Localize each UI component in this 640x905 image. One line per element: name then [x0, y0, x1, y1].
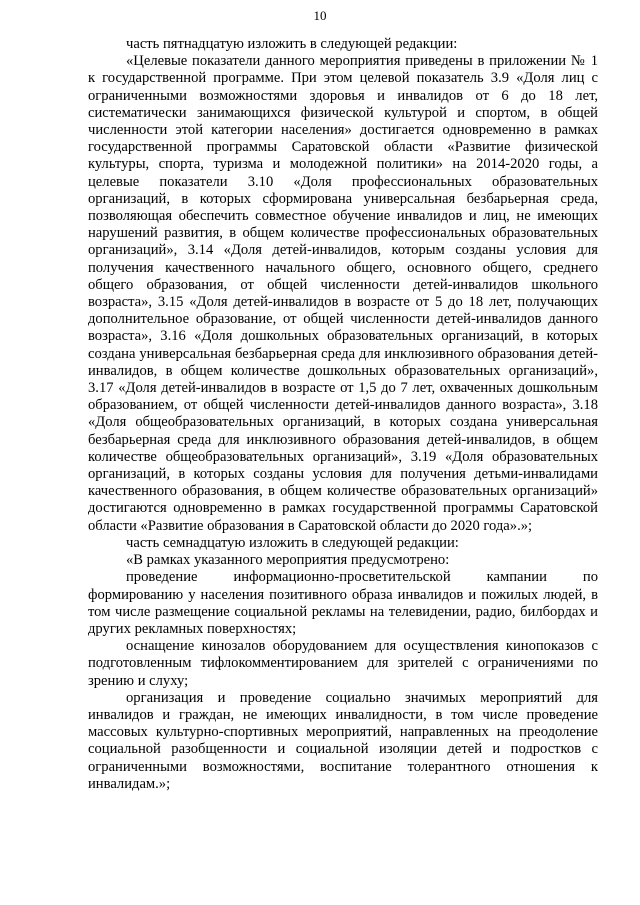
document-body: [88, 36, 598, 793]
paragraph-cinema-equipment: оснащение кинозалов оборудованием для осуществления кинопоказов с подготовленным тифлокомментированием для зрителей с ограничениями по зрению и слуху;: [88, 638, 598, 689]
paragraph-info-campaign: проведение информационно-просветительской кампании по формированию у населения позитивного образа инвалидов и пожилых людей, в том числе размещение социальной рекламы на телевидении, радио, билбордах и других рекламных поверхностях;: [88, 569, 598, 637]
paragraph-amend-part-17: часть семнадцатую изложить в следующей редакции:: [126, 534, 459, 551]
paragraph-target-indicators: «Целевые показатели данного мероприятия приведены в приложении № 1 к государственной программе. При этом целевой показатель 3.9 «Доля лиц с ограниченными возможностями здоровья и инвалидов от 6 до 18 лет, систематически занимающихся физической культурой и спортом, в общей численности этой категории населения» достигается одновременно в рамках государственной программы Саратовской области «Развитие физической культуры, спорта, туризма и молодежной политики» на 2014-2020 годы, а целевые показатели 3.10 «Доля профессиональных образовательных организаций, в которых сформирована универсальная безбарьерная среда, позволяющая обеспечить совместное обучение инвалидов и лиц, не имеющих нарушений развития, в общем количестве профессиональных образовательных организаций», 3.14 «Доля детей-инвалидов, которым созданы условия для получения качественного начального общего, основного общего, среднего общего образования, от общей численности детей-инвалидов школьного возраста», 3.15 «Доля детей-инвалидов в возрасте от 5 до 18 лет, получающих дополнительное образование, от общей численности детей-инвалидов данного возраста», 3.16 «Доля дошкольных образовательных организаций, в которых создана универсальная безбарьерная среда для инклюзивного образования детей-инвалидов, в общем количестве дошкольных образовательных организаций», 3.17 «Доля детей-инвалидов в возрасте от 1,5 до 7 лет, охваченных дошкольным образованием, от общей численности детей-инвалидов данного возраста», 3.18 «Доля общеобразовательных организаций, в которых создана универсальная безбарьерная среда для инклюзивного образования детей-инвалидов, в общем количестве общеобразовательных организаций», 3.19 «Доля образовательных организаций, в которых созданы условия для получения детьми-инвалидами качественного образования, в общем количестве образовательных организаций» достигаются одновременно в рамках государственной программы Саратовской области «Развитие образования в Саратовской области до 2020 года».»;: [88, 53, 598, 534]
paragraph-social-events: организация и проведение социально значимых мероприятий для инвалидов и граждан, не имеющих инвалидности, в том числе проведение массовых культурно-спортивных мероприятий, направленных на преодоление социальной разобщенности и социальной изоляции детей и подростков с ограниченными возможностями, воспитание толерантного отношения к инвалидам.»;: [88, 689, 598, 792]
paragraph-amend-part-15: часть пятнадцатую изложить в следующей редакции:: [126, 36, 458, 52]
paragraph-measures-intro: «В рамках указанного мероприятия предусмотрено:: [126, 552, 450, 569]
page-number: 10: [313, 8, 327, 23]
